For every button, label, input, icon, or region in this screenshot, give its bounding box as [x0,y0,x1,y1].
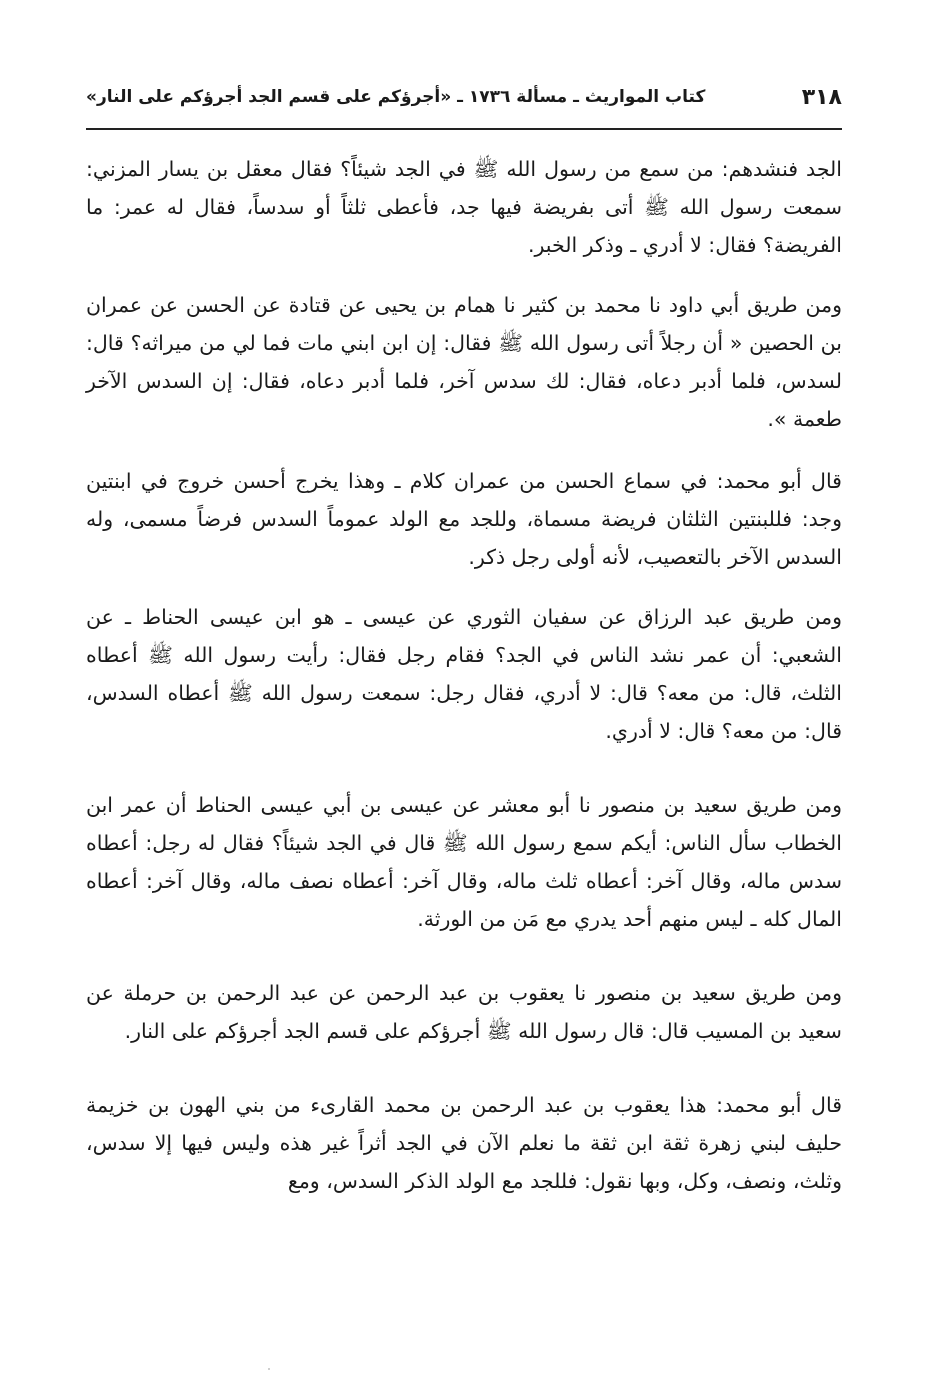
body-text [86,150,842,1200]
paragraph: ومن طريق سعيد بن منصور نا أبو معشر عن عيسى بن أبي عيسى الحناط أن عمر ابن الخطاب سأل الناس: أيكم سمع رسول الله ﷺ قال في الجد شيئاً؟ فقال له رجل: أعطاه سدس ماله، وقال آخر: أعطاه ثلث ماله، وقال آخر: أعطاه نصف ماله، وقال آخر: أعطاه المال كله ـ ليس منهم أحد يدري مع مَن من الورثة. [86,793,842,931]
paragraph: الجد فنشدهم: من سمع من رسول الله ﷺ في الجد شيئاً؟ فقال معقل بن يسار المزني: سمعت رسول الله ﷺ أتى بفريضة فيها جد، فأعطى ثلثاً أو سدساً، فقال له عمر: ما الفريضة؟ فقال: لا أدري ـ وذكر الخبر. [86,157,842,257]
page-number: ٣١٨ [801,84,842,110]
paragraph: ومن طريق أبي داود نا محمد بن كثير نا همام بن يحيى عن قتادة عن الحسن عن عمران بن الحصين « أن رجلاً أتى رسول الله ﷺ فقال: إن ابن ابني مات فما لي من ميراثه؟ قال: لسدس، فلما أدبر دعاه، فقال: لك سدس آخر، فلما أدبر دعاه، فقال: إن السدس الآخر طعمة ». [86,293,842,431]
paragraph: قال أبو محمد: في سماع الحسن من عمران كلام ـ وهذا يخرج أحسن خروج في ابنتين وجد: فللبنتين الثلثان فريضة مسماة، وللجد مع الولد عموماً السدس فرضاً مسمى، وله السدس الآخر بالتعصيب، لأنه أولى رجل ذكر. [86,469,842,569]
running-title: كتاب المواريث ـ مسألة ١٧٣٦ ـ «أجرؤكم على قسم الجد أجرؤكم على النار» [86,87,706,107]
paragraph: ومن طريق عبد الرزاق عن سفيان الثوري عن عيسى ـ هو ابن عيسى الحناط ـ عن الشعبي: أن عمر نشد الناس في الجد؟ فقام رجل فقال: رأيت رسول الله ﷺ أعطاه الثلث، قال: من معه؟ قال: لا أدري، فقال رجل: سمعت رسول الله ﷺ أعطاه السدس، قال: من معه؟ قال: لا أدري. [86,605,842,743]
scan-speck [268,1368,270,1370]
header-divider [86,128,842,130]
page-header [86,80,842,114]
paragraph: قال أبو محمد: هذا يعقوب بن عبد الرحمن بن محمد القارىء من بني الهون بن خزيمة حليف لبني زهرة ثقة ابن ثقة ما نعلم الآن في الجد أثراً غير هذه وليس فيها إلا سدس، وثلث، ونصف، وكل، وبها نقول: فللجد مع الولد الذكر السدس، ومع [86,1093,842,1193]
paragraph: ومن طريق سعيد بن منصور نا يعقوب بن عبد الرحمن عن عبد الرحمن بن حرملة عن سعيد بن المسيب قال: قال رسول الله ﷺ أجرؤكم على قسم الجد أجرؤكم على النار. [86,981,842,1043]
